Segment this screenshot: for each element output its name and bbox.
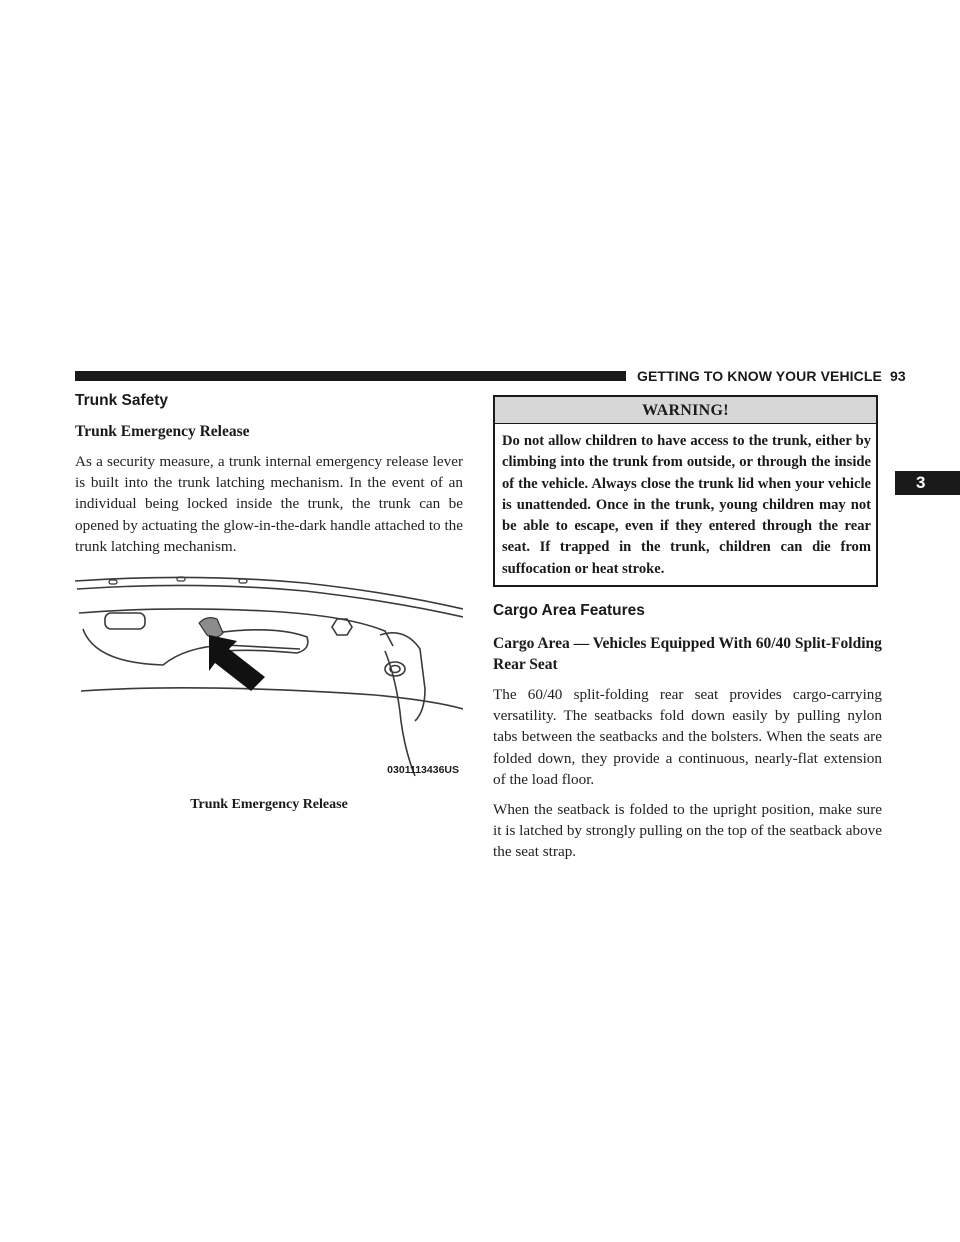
warning-title: WARNING! — [495, 397, 876, 424]
header-title: GETTING TO KNOW YOUR VEHICLE — [637, 368, 882, 384]
trunk-release-figure — [75, 571, 463, 791]
subsection-title-trunk-release: Trunk Emergency Release — [75, 423, 250, 440]
trunk-illustration — [75, 571, 463, 781]
section-title-trunk-safety: Trunk Safety — [75, 392, 169, 409]
figure-code: 0301113436US — [387, 764, 459, 777]
left-column — [75, 392, 463, 813]
chapter-tab: 3 — [895, 471, 960, 495]
trunk-release-paragraph: As a security measure, a trunk internal emergency release lever is built into the trunk latching mechanism. In the event of an individual being locked inside the trunk, the trunk can be opened by actuating the glow-in-the-dark handle attached to the trunk latching mechanism. — [75, 453, 463, 555]
pointer-arrow-icon — [209, 635, 265, 691]
warning-text: Do not allow children to have access to the trunk, either by climbing into the trunk from outside, or through the inside of the vehicle. Always close the trunk lid when your vehicle is unattended. Once in the trunk, young children may not be able to escape, even if they entered through the rear seat. If trapped in the trunk, children can die from suffocation or heat stroke. — [502, 433, 871, 577]
section-title-cargo-area: Cargo Area Features — [493, 602, 645, 619]
subsection-title-cargo-seat: Cargo Area — Vehicles Equipped With 60/40 Split-Folding Rear Seat — [493, 635, 882, 673]
cargo-paragraph-2: When the seatback is folded to the upright position, make sure it is latched by strongly pulling on the top of the seatback above the seat strap. — [493, 801, 882, 861]
page-number: 93 — [889, 368, 906, 384]
figure-caption: Trunk Emergency Release — [190, 797, 348, 813]
running-header — [637, 368, 906, 384]
cargo-paragraph-1: The 60/40 split-folding rear seat provides cargo-carrying versatility. The seatbacks fold down easily by pulling nylon tabs between the seatbacks and the bolsters. When the seats are folded down, they provide a continuous, nearly-flat extension of the load floor. — [493, 686, 882, 788]
header-rule — [75, 371, 626, 381]
right-column — [493, 395, 882, 863]
warning-box — [493, 395, 878, 587]
